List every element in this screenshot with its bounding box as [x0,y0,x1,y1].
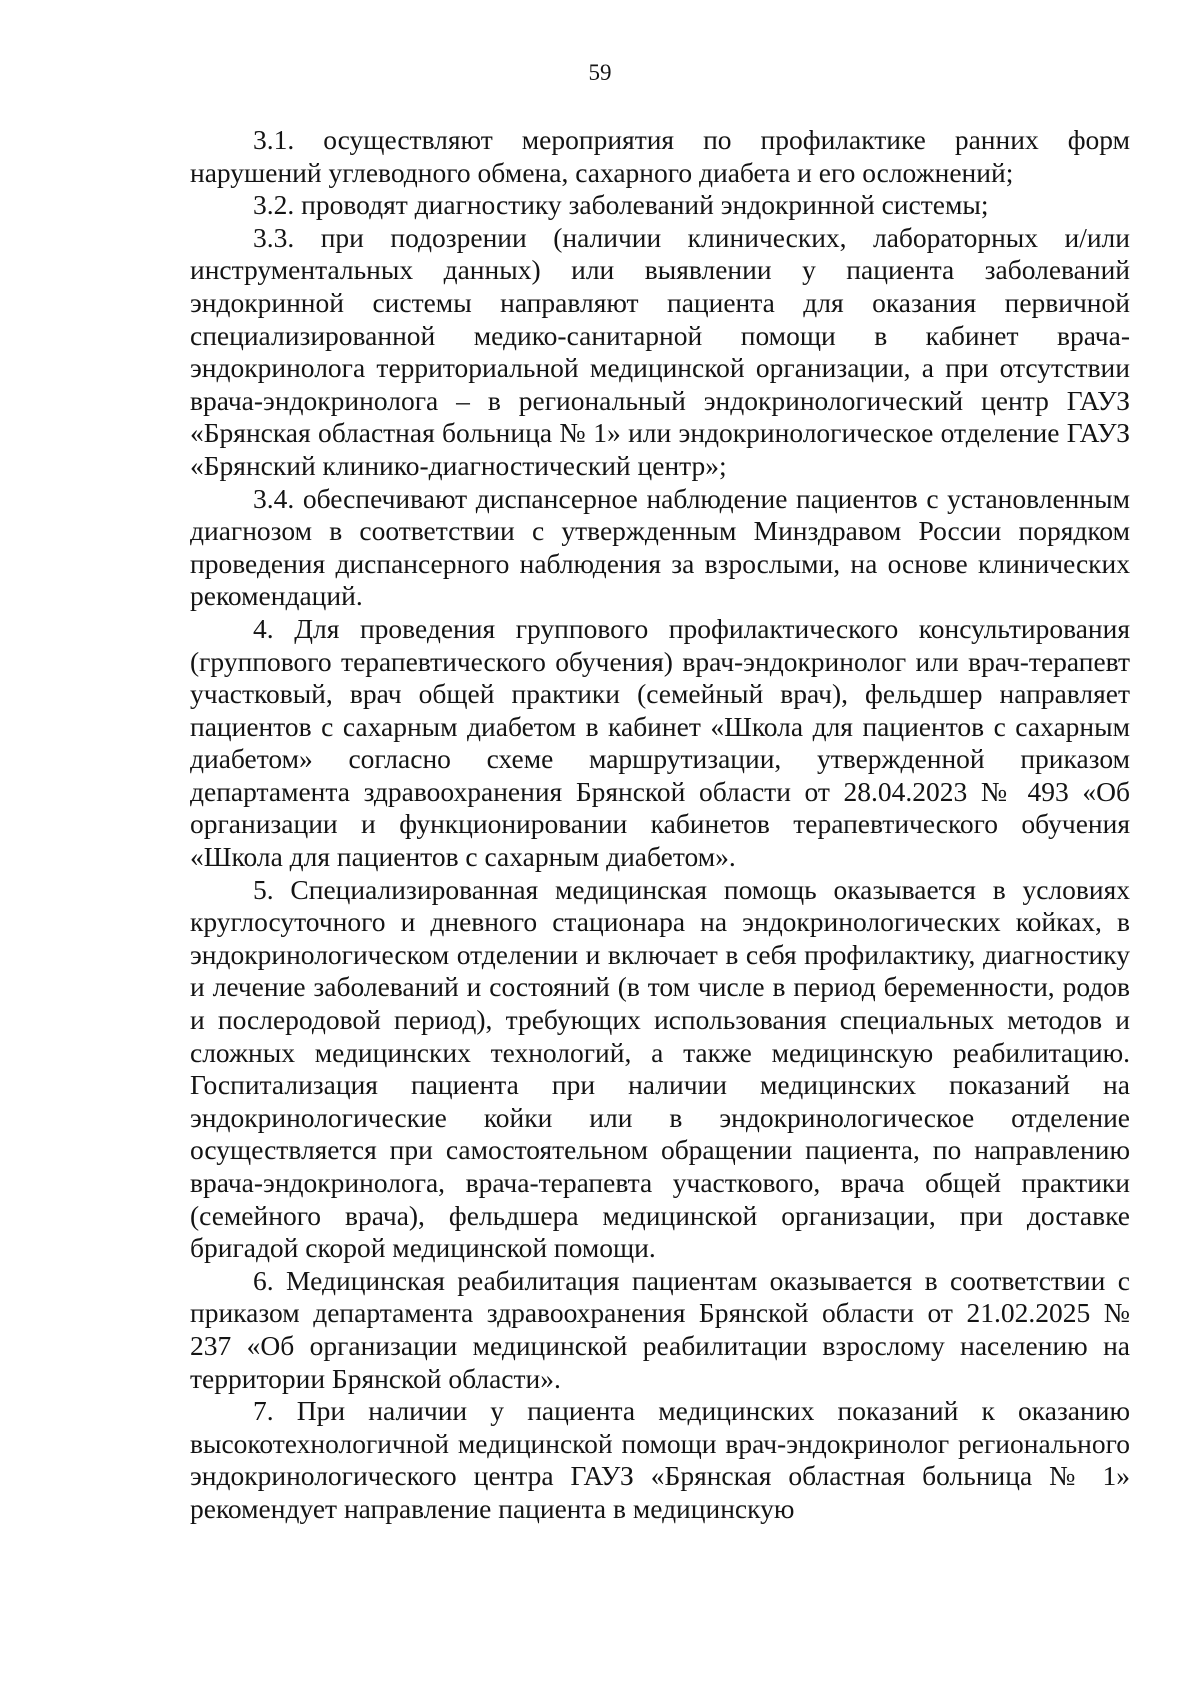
paragraph-3-2: 3.2. проводят диагностику заболеваний эндокринной системы; [253,189,989,221]
paragraph-3-1: 3.1. осуществляют мероприятия по профилактике ранних форм нарушений углеводного обмена, сахарного диабета и его осложнений; [190,124,1130,188]
paragraph-6: 6. Медицинская реабилитация пациентам оказывается в соответствии с приказом департамента здравоохранения Брянской области от 21.02.2025 № 237 «Об организации медицинской реабилитации взрослому населению на территории Брянской области». [190,1264,1130,1394]
paragraph-3-3: 3.3. при подозрении (наличии клинических, лабораторных и/или инструментальных данных) или выявлении у пациента заболеваний эндокринной системы направляют пациента для оказания первичной специализированной медико-санитарной помощи в кабинет врача-эндокринолога территориальной медицинской организации, а при отсутствии врача-эндокринолога – в региональный эндокринологический центр ГАУЗ «Брянская областная больница № 1» или эндокринологическое отделение ГАУЗ «Брянский клинико-диагностический центр»; [190,221,1130,481]
paragraph-5: 5. Специализированная медицинская помощь оказывается в условиях круглосуточного и дневного стационара на эндокринологических койках, в эндокринологическом отделении и включает в себя профилактику, диагностику и лечение заболеваний и состояний (в том числе в период беременности, родов и послеродовой период), требующих использования специальных методов и сложных медицинских технологий, а также медицинскую реабилитацию. Госпитализация пациента при наличии медицинских показаний на эндокринологические койки или в эндокринологическое отделение осуществляется при самостоятельном обращении пациента, по направлению врача-эндокринолога, врача-терапевта участкового, врача общей практики (семейного врача), фельдшера медицинской организации, при доставке бригадой скорой медицинской помощи. [190,873,1130,1264]
document-body [190,124,1130,1526]
paragraph-4: 4. Для проведения группового профилактического консультирования (группового терапевтического обучения) врач-эндокринолог или врач-терапевт участковый, врач общей практики (семейный врач), фельдшер направляет пациентов с сахарным диабетом в кабинет «Школа для пациентов с сахарным диабетом» согласно схеме маршрутизации, утвержденной приказом департамента здравоохранения Брянской области от 28.04.2023 № 493 «Об организации и функционировании кабинетов терапевтического обучения «Школа для пациентов с сахарным диабетом». [190,612,1130,873]
paragraph-3-4: 3.4. обеспечивают диспансерное наблюдение пациентов с установленным диагнозом в соответствии с утвержденным Минздравом России порядком проведения диспансерного наблюдения за взрослыми, на основе клинических рекомендаций. [190,482,1130,612]
page-number: 59 [588,60,612,85]
paragraph-7: 7. При наличии у пациента медицинских показаний к оказанию высокотехнологичной медицинской помощи врач-эндокринолог регионального эндокринологического центра ГАУЗ «Брянская областная больница № 1» рекомендует направление пациента в медицинскую [190,1395,1130,1524]
